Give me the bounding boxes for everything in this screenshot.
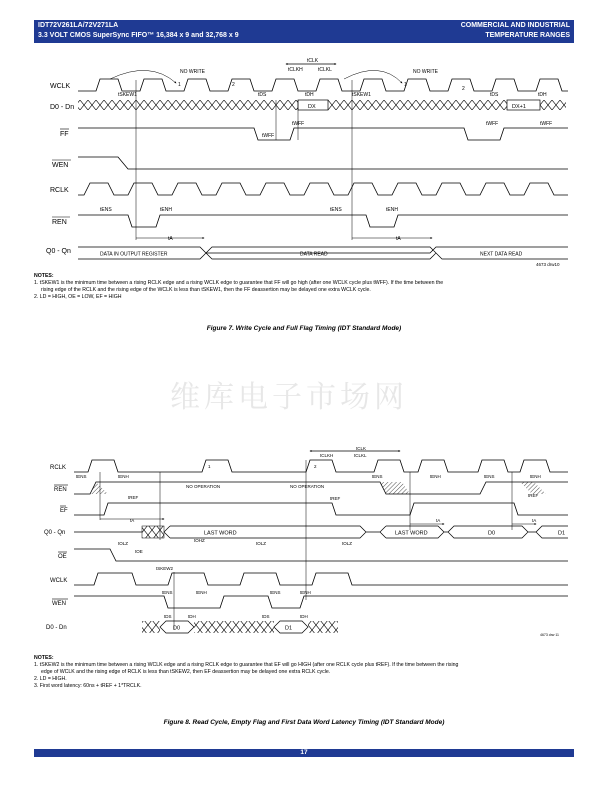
- f7-edge-2b: 2: [462, 86, 465, 92]
- f8-ta-3: tA: [532, 518, 537, 523]
- f8-tolz-3: tOLZ: [342, 541, 353, 546]
- fig8-note-1b: edge of WCLK and the rising edge of RCLK is less than tSKEW2, then EF deassertion may be delayed one extra RCLK cycle.: [41, 669, 331, 675]
- fig7-note-1b: rising edge of the RCLK and the rising edge of the WCLK is less than tSKEW1, then the FF deassertion may be delayed one extra WCLK cycle.: [41, 287, 371, 293]
- f7-tens-2: tENS: [330, 207, 342, 213]
- f8-wen-wave: [74, 596, 568, 608]
- f8-last-word-1: LAST WORD: [204, 530, 237, 537]
- f8-ef-wave: [74, 503, 568, 515]
- f7-tskew1-2: tSKEW1: [352, 92, 371, 98]
- f8-oe-wave: [74, 549, 568, 561]
- fig8-note-1a: 1. tSKEW2 is the minimum time between a rising WCLK edge and a rising RCLK edge to guarantee that EF will go HIGH (after one RCLK cycle plus tREF). If the time between the rising: [34, 662, 459, 668]
- f7-drw: 4673 drw10: [536, 262, 560, 267]
- figure-8: [44, 446, 568, 637]
- f8-edge-2: 2: [314, 464, 317, 469]
- f7-ff-wave: [78, 128, 568, 140]
- page-number: 17: [300, 749, 308, 756]
- f8-tclkl: tCLKL: [354, 453, 367, 458]
- f8-toe: tOE: [135, 549, 143, 554]
- page-footer: [34, 749, 574, 757]
- f8-tens-3: tENS: [484, 474, 495, 479]
- f7-tds-2: tDS: [490, 92, 499, 98]
- f8-tdh-2: tDH: [300, 614, 308, 619]
- f7-tclk: tCLK: [307, 58, 319, 64]
- f8-tolz-2: tOLZ: [256, 541, 267, 546]
- figure-7: [46, 58, 568, 267]
- f8-tolz-1: tOLZ: [118, 541, 129, 546]
- f8-tref-3: tREF: [528, 493, 539, 498]
- f7-label-q-out: Q0 - Qn: [46, 248, 71, 255]
- f7-q-seg3: NEXT DATA READ: [480, 251, 523, 258]
- f8-d-d1: D1: [285, 625, 293, 632]
- fig7-notes-title: NOTES:: [34, 273, 54, 279]
- f8-tens-4: tENS: [162, 590, 173, 595]
- f8-tclk: tCLK: [356, 446, 367, 451]
- f7-label-wen: WEN: [52, 162, 69, 169]
- fig7-caption: Figure 7. Write Cycle and Full Flag Timing (IDT Standard Mode): [206, 325, 402, 332]
- f8-tenh-3: tENH: [530, 474, 541, 479]
- f7-label-rclk: RCLK: [50, 187, 69, 194]
- f7-q-seg2: DATA READ: [300, 251, 328, 258]
- f7-wclk-wave: [78, 79, 568, 91]
- f8-label-ren: REN: [54, 487, 67, 493]
- header-part-number: IDT72V261LA/72V271LA: [38, 22, 119, 29]
- f7-tskew1-1: tSKEW1: [118, 92, 137, 98]
- fig7-notes: [34, 273, 574, 301]
- f8-last-word-2: LAST WORD: [395, 530, 428, 537]
- f8-ta-1: tA: [130, 518, 135, 523]
- f7-tdh-1: tDH: [305, 92, 314, 98]
- f7-twff-2: tWFF: [292, 121, 305, 127]
- f8-q-d1: D1: [558, 530, 566, 537]
- f8-tref-1: tREF: [128, 495, 139, 500]
- f8-rclk-wave: [74, 460, 568, 472]
- f7-label-wclk: WCLK: [50, 83, 71, 90]
- f7-twff-1: tWFF: [262, 133, 275, 139]
- f8-d-d0: D0: [173, 625, 181, 632]
- f8-label-oe: OE: [58, 554, 67, 560]
- f7-edge-1b: 1: [404, 82, 407, 88]
- fig8-notes-title: NOTES:: [34, 655, 54, 661]
- f8-tens-2: tENS: [372, 474, 383, 479]
- f7-ren-wave: [78, 215, 568, 227]
- fig8-caption: Figure 8. Read Cycle, Empty Flag and First Data Word Latency Timing (IDT Standard Mode): [163, 719, 445, 726]
- f8-tenh-2: tENH: [430, 474, 441, 479]
- f8-tenh-4: tENH: [196, 590, 207, 595]
- f8-tenh-1: tENH: [118, 474, 129, 479]
- f8-tds-1: tDS: [164, 614, 172, 619]
- fig7-note-2: 2. LD = HIGH, OE = LOW, EF = HIGH: [34, 294, 122, 300]
- f7-dx-label: DX: [308, 104, 316, 110]
- f7-tds-1: tDS: [258, 92, 267, 98]
- f8-tref-2: tREF: [330, 496, 341, 501]
- f8-tenh-5: tENH: [300, 590, 311, 595]
- f8-tens-5: tENS: [270, 590, 281, 595]
- f7-label-ren: REN: [52, 219, 67, 226]
- f7-tens-1: tENS: [100, 207, 112, 213]
- f7-dx1-label: DX+1: [512, 104, 526, 110]
- f8-wclk-wave: [74, 573, 568, 585]
- fig8-note-2: 2. LD = HIGH.: [34, 676, 67, 682]
- f8-label-q-out: Q0 - Qn: [44, 530, 66, 536]
- f8-no-op-2: NO OPERATION: [290, 484, 325, 489]
- f8-tdh-1: tDH: [188, 614, 196, 619]
- f8-tds-2: tDS: [262, 614, 270, 619]
- header-range-line1: COMMERCIAL AND INDUSTRIAL: [460, 22, 570, 29]
- f8-tens-1: tENS: [76, 474, 87, 479]
- f8-label-wen: WEN: [52, 601, 66, 607]
- f7-no-write-1: NO WRITE: [180, 69, 205, 75]
- f7-edge-2a: 2: [232, 82, 235, 88]
- f8-q-d0: D0: [488, 530, 496, 537]
- f7-wen-wave: [78, 157, 568, 169]
- f8-tclkh: tCLKH: [320, 453, 334, 458]
- f7-tenh-2: tENH: [386, 207, 398, 213]
- f8-no-op-1: NO OPERATION: [186, 484, 221, 489]
- watermark: 维库电子市场网: [170, 380, 408, 415]
- f7-tenh-1: tENH: [160, 207, 172, 213]
- f8-drw: 4673 drw 11: [540, 633, 560, 637]
- f7-ta-1: tA: [168, 236, 173, 242]
- f8-edge-1: 1: [208, 464, 211, 469]
- f7-q-seg1: DATA IN OUTPUT REGISTER: [100, 251, 168, 258]
- f8-ta-2: tA: [436, 518, 441, 523]
- header-range-line2: TEMPERATURE RANGES: [485, 32, 570, 39]
- f7-label-ff: FF: [60, 131, 69, 138]
- header-description: 3.3 VOLT CMOS SuperSync FIFO™ 16,384 x 9 and 32,768 x 9: [38, 32, 239, 39]
- f7-tclkh: tCLKH: [288, 67, 303, 73]
- f7-twff-4: tWFF: [540, 121, 553, 127]
- fig8-note-3: 3. First word latency: 60ns + tREF + 1*TRCLK.: [34, 683, 142, 689]
- f7-ta-2: tA: [396, 236, 401, 242]
- f7-tclkl: tCLKL: [318, 67, 332, 73]
- f8-label-ef: EF: [60, 508, 68, 514]
- f7-label-data-in: D0 - Dn: [50, 104, 75, 111]
- fig8-notes: [34, 655, 574, 690]
- f8-tohz: tOHZ: [194, 538, 205, 543]
- f8-tskew2: tSKEW2: [156, 566, 174, 571]
- f7-edge-1a: 1: [178, 82, 181, 88]
- f8-label-data-in: D0 - Dn: [46, 625, 67, 631]
- f7-tdh-2: tDH: [538, 92, 547, 98]
- f8-label-rclk: RCLK: [50, 465, 67, 471]
- f7-twff-3: tWFF: [486, 121, 499, 127]
- f8-label-wclk: WCLK: [50, 578, 68, 584]
- f7-no-write-2: NO WRITE: [413, 69, 438, 75]
- fig7-note-1a: 1. tSKEW1 is the minimum time between a rising RCLK edge and a rising WCLK edge to guarantee that FF will go high (after one WCLK cycle plus tWFF). If the time between the: [34, 280, 444, 286]
- f7-rclk-wave: [78, 183, 568, 195]
